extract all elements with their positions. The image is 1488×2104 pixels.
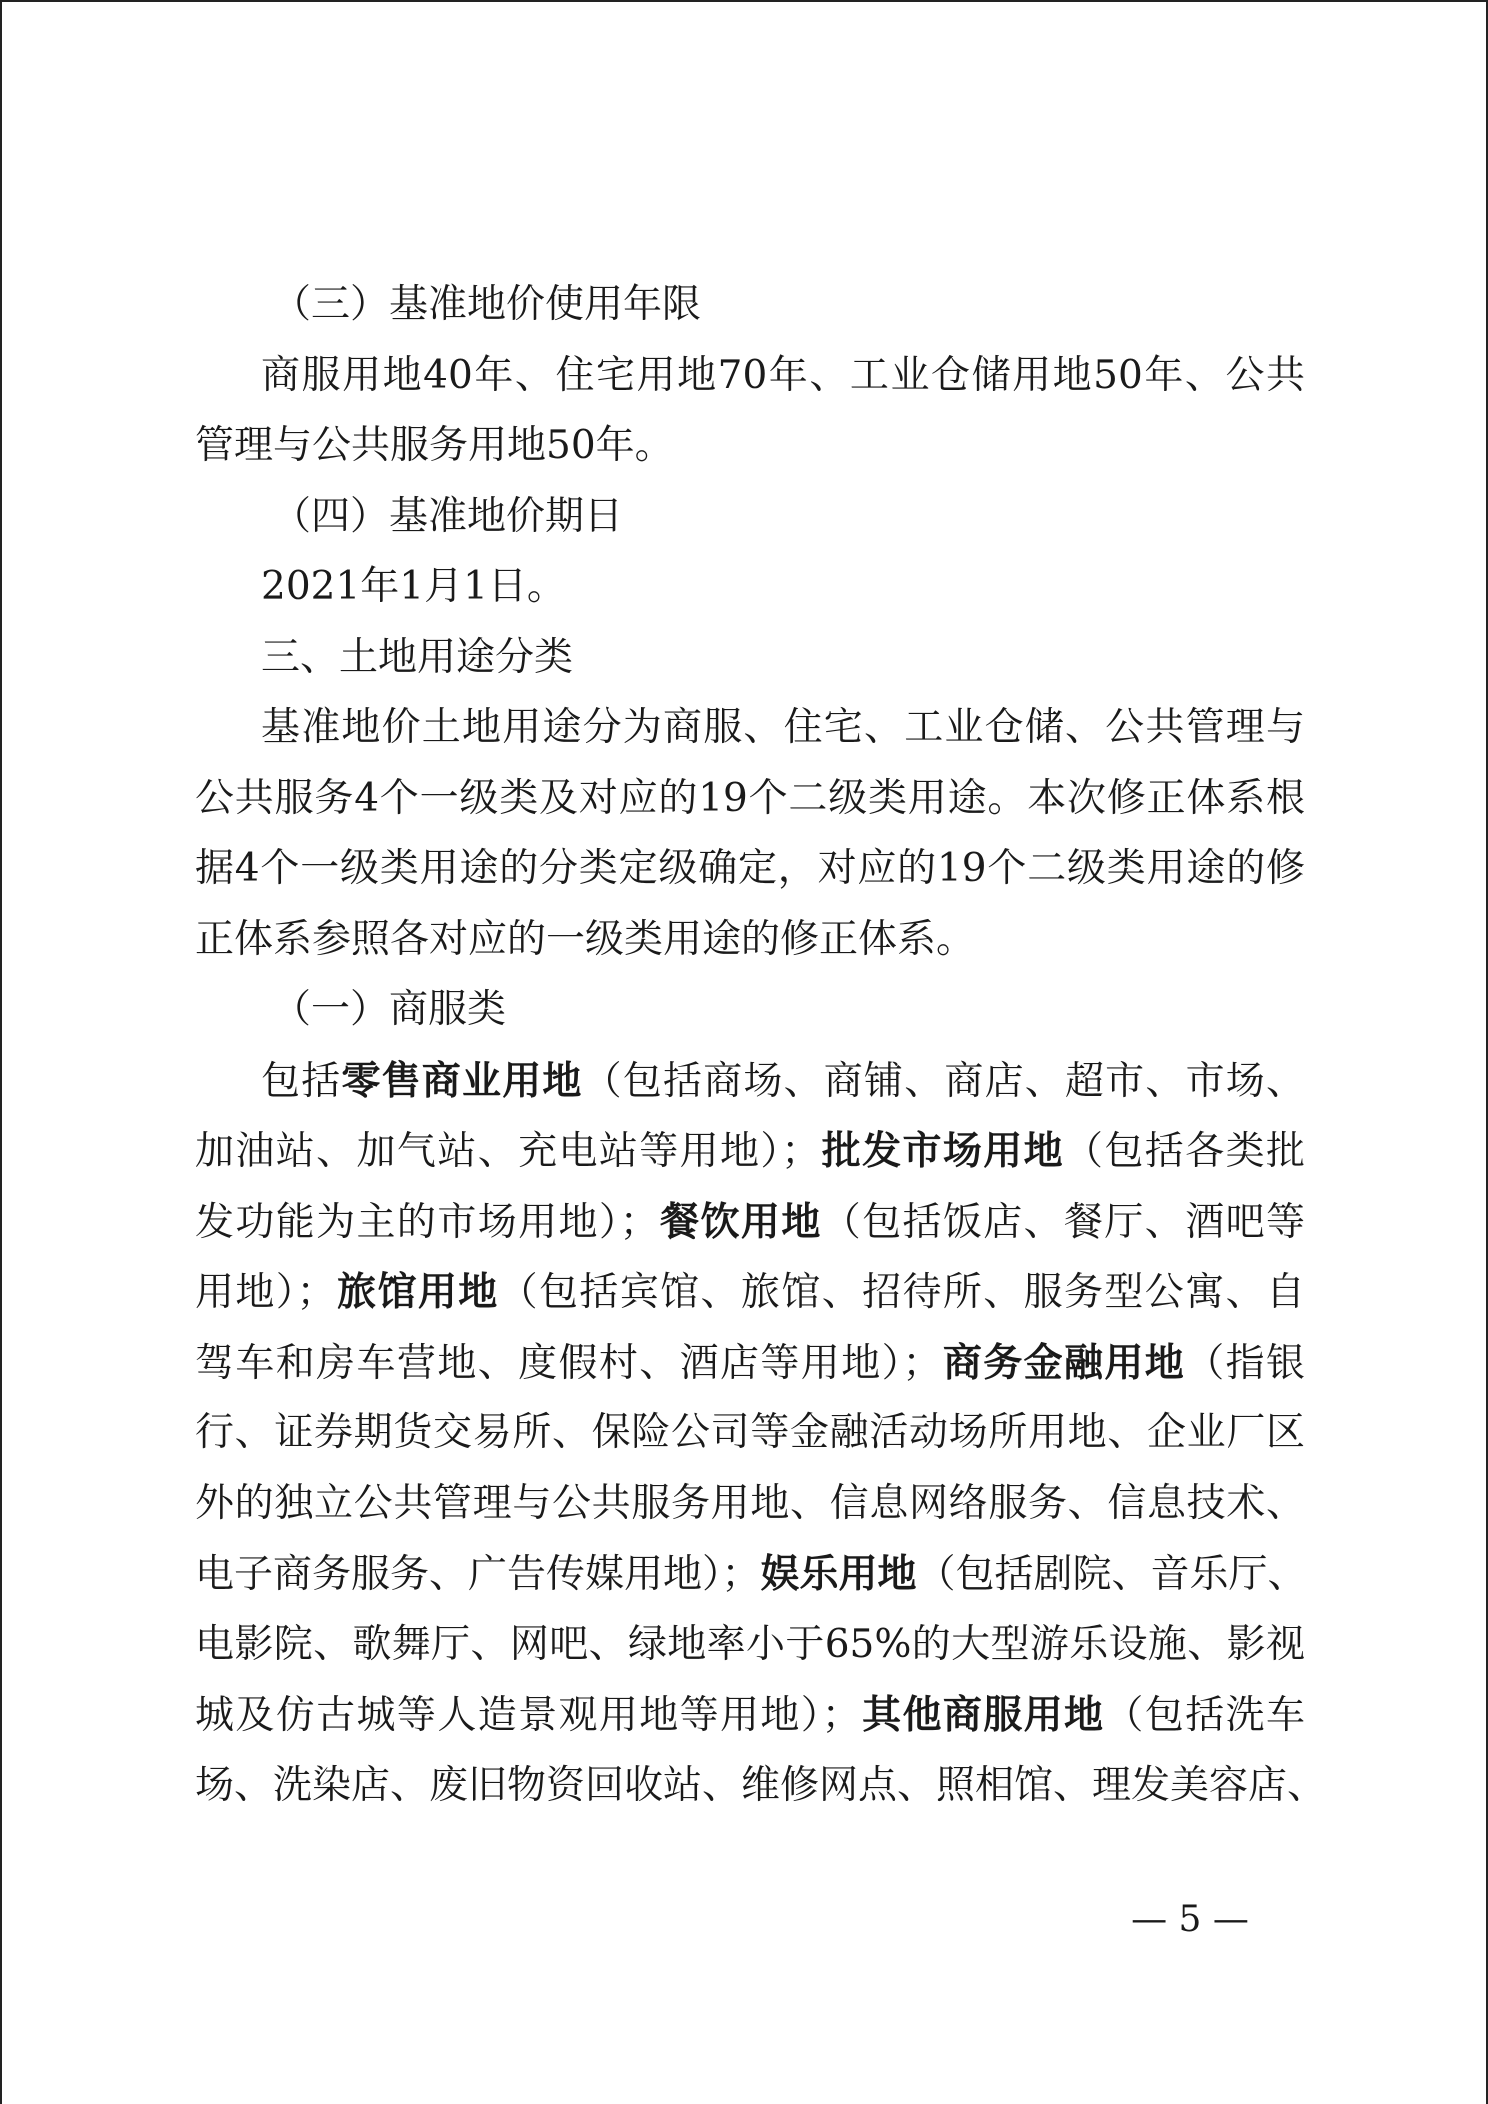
page-border-left bbox=[0, 0, 2, 2104]
commercial-line-5 bbox=[195, 1328, 1305, 1399]
text-segment: （包括宾馆、旅馆、招待所、服务型公寓、自 bbox=[498, 1270, 1305, 1315]
section-heading-land-use-classification: 三、土地用途分类 bbox=[261, 634, 574, 680]
paragraph-use-period-line-2: 管理与公共服务用地50年。 bbox=[195, 423, 674, 468]
commercial-line-2 bbox=[195, 1116, 1305, 1187]
term-other-commercial-land: 其他商服用地 bbox=[860, 1692, 1105, 1738]
text-segment: （包括洗车 bbox=[1104, 1693, 1305, 1738]
term-hotel-land: 旅馆用地 bbox=[335, 1269, 499, 1315]
commercial-line-10 bbox=[195, 1680, 1305, 1751]
text-segment: （指银 bbox=[1185, 1340, 1305, 1386]
commercial-line-6: 行、证券期货交易所、保险公司等金融活动场所用地、企业厂区 bbox=[195, 1410, 1305, 1455]
paragraph-classification-line-3: 据4个一级类用途的分类定级确定，对应的19个二级类用途的修 bbox=[195, 846, 1305, 891]
commercial-line-8 bbox=[195, 1539, 1305, 1610]
term-business-finance-land: 商务金融用地 bbox=[941, 1339, 1186, 1386]
commercial-line-11: 场、洗染店、废旧物资回收站、维修网点、照相馆、理发美容店、 bbox=[195, 1762, 1327, 1808]
heading-land-price-date: （四）基准地价期日 bbox=[272, 493, 624, 539]
commercial-line-3 bbox=[195, 1187, 1305, 1258]
paragraph-date: 2021年1月1日。 bbox=[261, 564, 566, 609]
commercial-line-4 bbox=[195, 1257, 1305, 1328]
paragraph-classification-line-2: 公共服务4个一级类及对应的19个二级类用途。本次修正体系根 bbox=[195, 775, 1305, 821]
document-body bbox=[195, 270, 1327, 1821]
text-segment: （包括饭店、餐厅、酒吧等 bbox=[821, 1199, 1305, 1245]
text-segment: 用地）； bbox=[195, 1270, 336, 1315]
text-segment: 电子商务服务、广告传媒用地）； bbox=[195, 1552, 761, 1597]
text-segment: 城及仿古城等人造景观用地等用地）； bbox=[195, 1693, 861, 1738]
commercial-line-1 bbox=[195, 1046, 1305, 1117]
text-segment: （包括各类批 bbox=[1064, 1129, 1305, 1174]
page-border-top bbox=[0, 0, 1488, 2]
text-segment: 驾车和房车营地、度假村、酒店等用地）； bbox=[195, 1340, 942, 1386]
page-number: — 5 — bbox=[1131, 1899, 1249, 1940]
term-entertainment-land: 娱乐用地 bbox=[760, 1551, 917, 1597]
text-segment: （包括剧院、音乐厅、 bbox=[916, 1552, 1307, 1597]
text-segment: 加油站、加气站、充电站等用地）； bbox=[195, 1129, 821, 1174]
paragraph-classification-line-4: 正体系参照各对应的一级类用途的修正体系。 bbox=[195, 916, 976, 962]
text-segment: 发功能为主的市场用地）； bbox=[195, 1199, 659, 1245]
paragraph-classification-line-1: 基准地价土地用途分为商服、住宅、工业仓储、公共管理与 bbox=[261, 705, 1305, 750]
term-retail-commercial-land: 零售商业用地 bbox=[341, 1057, 583, 1104]
commercial-line-9: 电影院、歌舞厅、网吧、绿地率小于65%的大型游乐设施、影视 bbox=[195, 1621, 1305, 1667]
text-segment: （包括商场、商铺、商店、超市、市场、 bbox=[582, 1058, 1305, 1104]
heading-commercial-class: （一）商服类 bbox=[272, 987, 507, 1032]
text-segment: 包括 bbox=[261, 1058, 342, 1104]
paragraph-use-period-line-1: 商服用地40年、住宅用地70年、工业仓储用地50年、公共 bbox=[261, 352, 1305, 398]
commercial-line-7: 外的独立公共管理与公共服务用地、信息网络服务、信息技术、 bbox=[195, 1480, 1305, 1526]
term-wholesale-market-land: 批发市场用地 bbox=[820, 1128, 1065, 1174]
heading-land-price-use-period: （三）基准地价使用年限 bbox=[272, 282, 702, 327]
term-catering-land: 餐饮用地 bbox=[658, 1198, 822, 1245]
